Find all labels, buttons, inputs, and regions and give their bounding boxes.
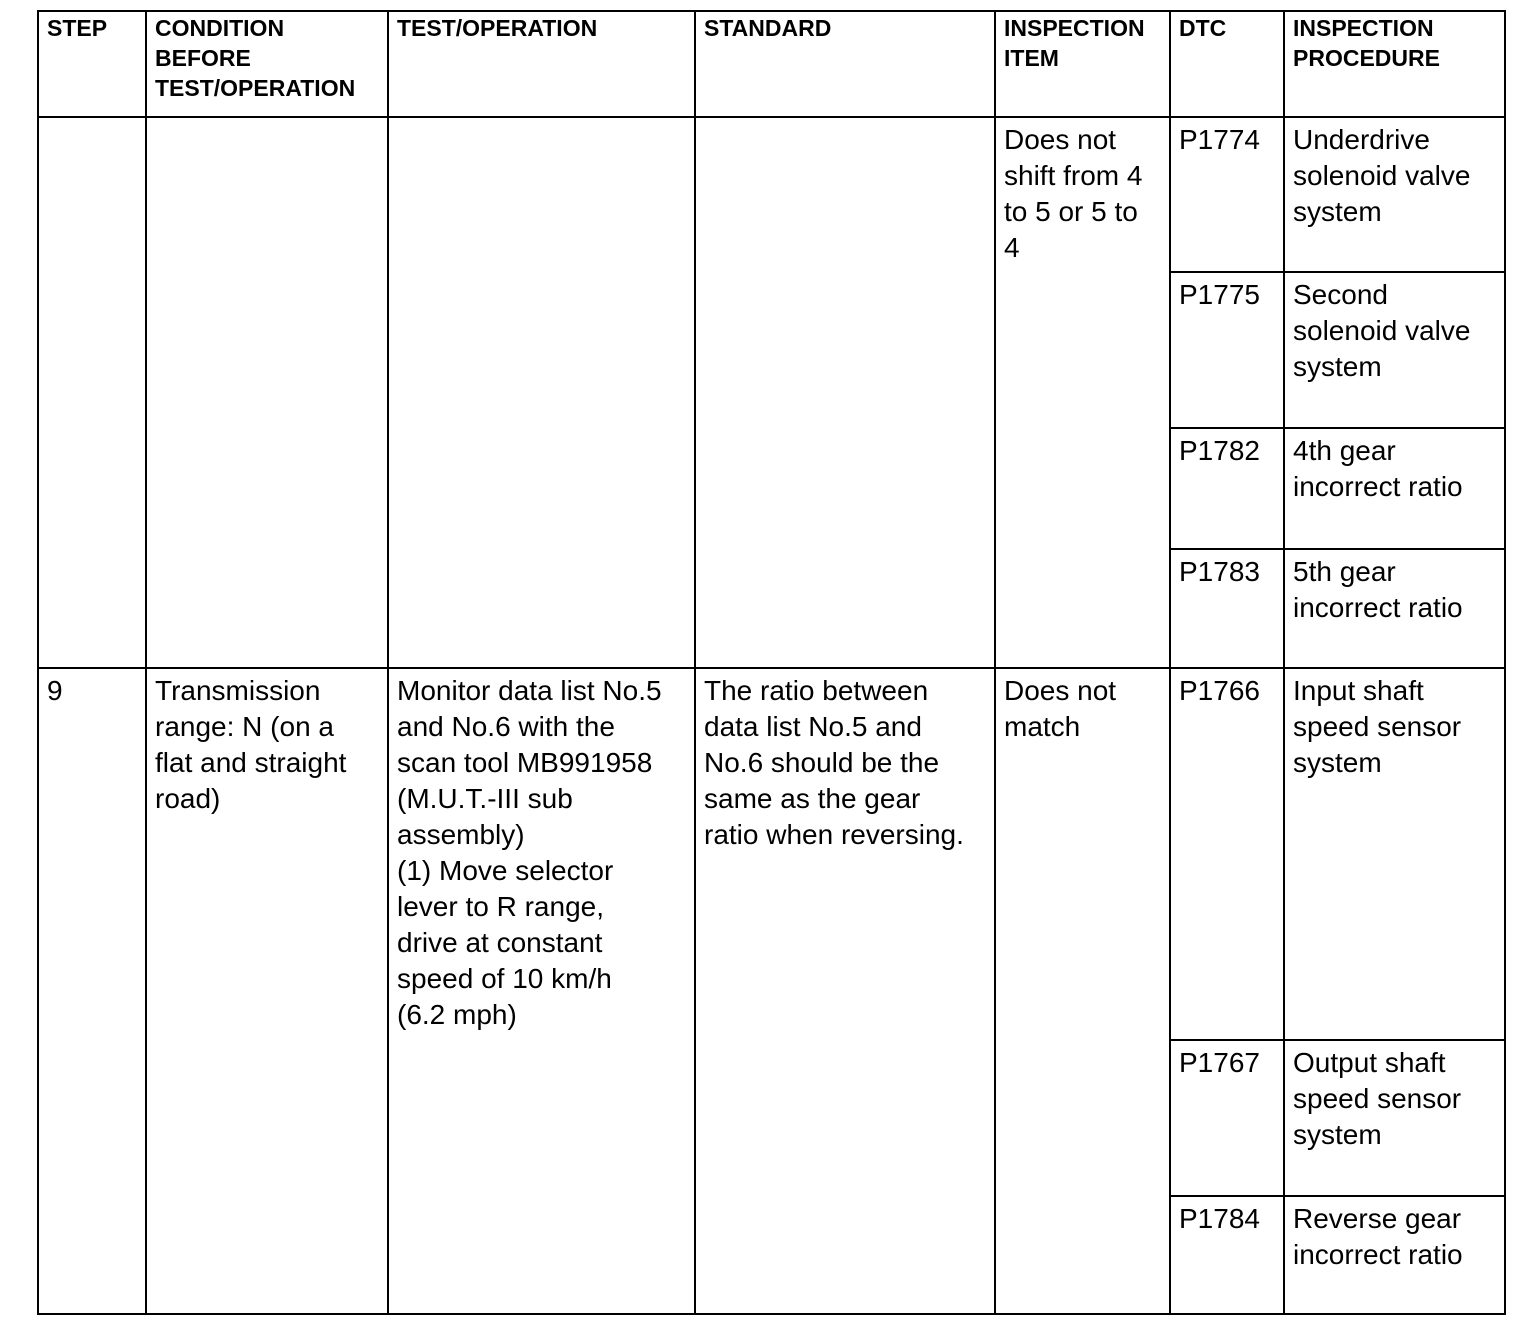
header-inspection-item: INSPECTION ITEM	[995, 11, 1170, 117]
header-row	[38, 11, 1505, 117]
dtc-cell: P1774	[1170, 117, 1284, 272]
procedure-cell: Reverse gear incorrect ratio	[1284, 1196, 1505, 1314]
dtc-cell: P1766	[1170, 668, 1284, 1040]
condition-cell	[146, 117, 388, 668]
table-row	[38, 668, 1505, 1040]
procedure-cell: Underdrive solenoid valve system	[1284, 117, 1505, 272]
inspection-item-cell: Does not match	[995, 668, 1170, 1314]
test-operation-cell: Monitor data list No.5 and No.6 with the scan tool MB991958 (M.U.T.-III sub assembly) (1) Move selector lever to R range, drive at constant speed of 10 km/h (6.2 mph)	[388, 668, 695, 1314]
procedure-cell: Second solenoid valve system	[1284, 272, 1505, 428]
header-test-operation: TEST/OPERATION	[388, 11, 695, 117]
header-standard: STANDARD	[695, 11, 995, 117]
dtc-cell: P1783	[1170, 549, 1284, 668]
dtc-cell: P1782	[1170, 428, 1284, 549]
header-inspection-procedure: INSPECTION PROCEDURE	[1284, 11, 1505, 117]
header-dtc: DTC	[1170, 11, 1284, 117]
procedure-cell: Output shaft speed sensor system	[1284, 1040, 1505, 1196]
header-condition: CONDITION BEFORE TEST/OPERATION	[146, 11, 388, 117]
procedure-cell: Input shaft speed sensor system	[1284, 668, 1505, 1040]
procedure-cell: 5th gear incorrect ratio	[1284, 549, 1505, 668]
standard-cell: The ratio between data list No.5 and No.6 should be the same as the gear ratio when reversing.	[695, 668, 995, 1314]
inspection-table	[37, 10, 1506, 1315]
table-row	[38, 117, 1505, 272]
standard-cell	[695, 117, 995, 668]
procedure-cell: 4th gear incorrect ratio	[1284, 428, 1505, 549]
dtc-cell: P1767	[1170, 1040, 1284, 1196]
step-cell	[38, 117, 146, 668]
step-cell: 9	[38, 668, 146, 1314]
dtc-cell: P1775	[1170, 272, 1284, 428]
dtc-cell: P1784	[1170, 1196, 1284, 1314]
header-step: STEP	[38, 11, 146, 117]
inspection-item-cell: Does not shift from 4 to 5 or 5 to 4	[995, 117, 1170, 668]
condition-cell: Transmission range: N (on a flat and straight road)	[146, 668, 388, 1314]
test-operation-cell	[388, 117, 695, 668]
